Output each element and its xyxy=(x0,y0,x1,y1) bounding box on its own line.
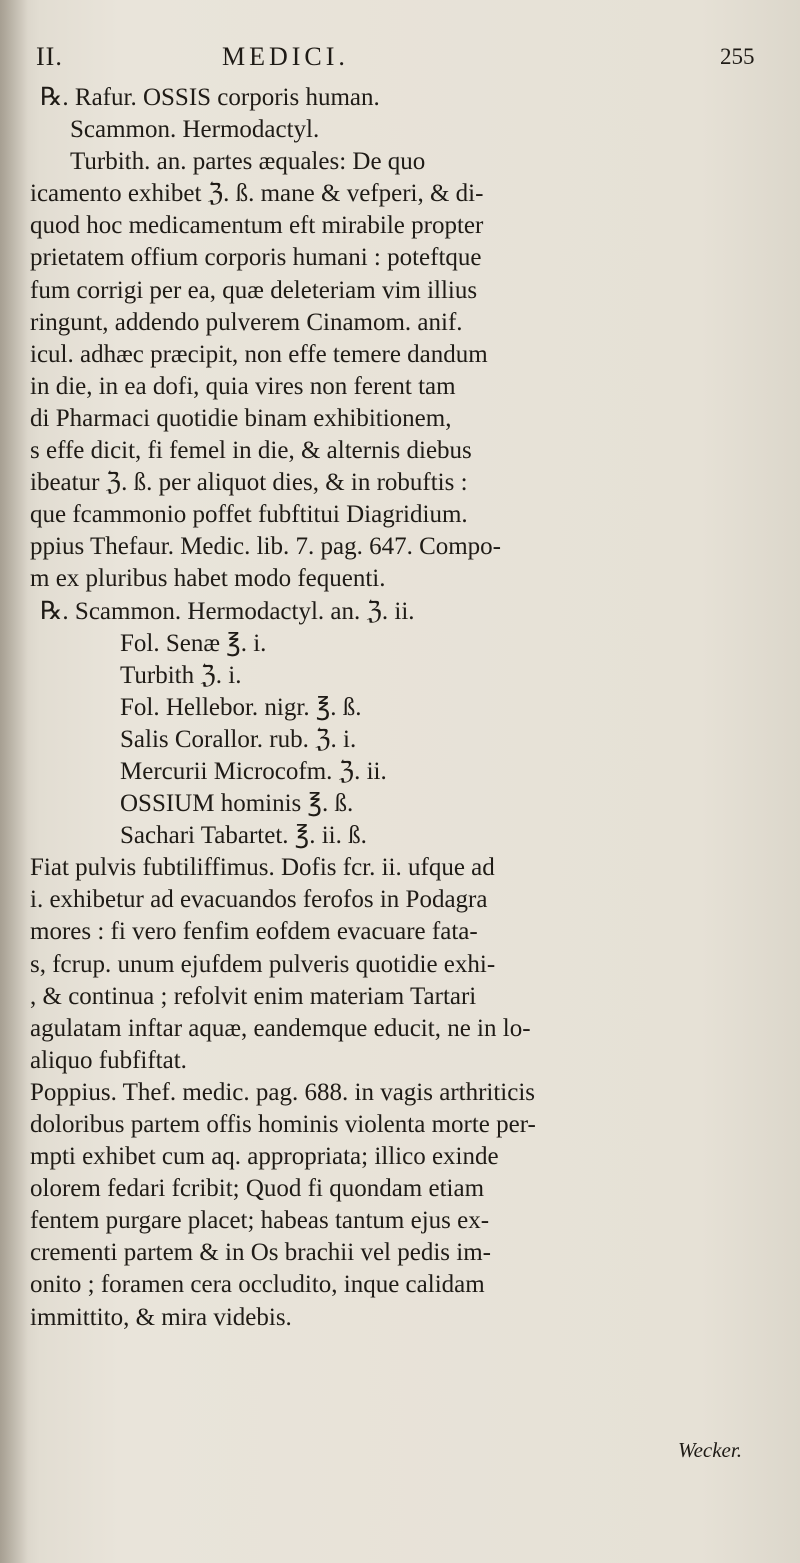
text-line: olorem fedari fcribit; Quod fi quondam etiam xyxy=(30,1175,485,1203)
text-line: fentem purgare placet; habeas tantum ejus ex- xyxy=(30,1207,490,1235)
text-line: Scammon. Hermodactyl. xyxy=(70,116,320,144)
text-line: di Pharmaci quotidie binam exhibitionem, xyxy=(30,404,452,432)
text-line: crementi partem & in Os brachii vel pedis im- xyxy=(30,1239,491,1267)
text-line: immittito, & mira videbis. xyxy=(30,1303,292,1331)
text-line: prietatem offium corporis humani : poteftque xyxy=(30,244,482,272)
ingredient-line: Turbith ℨ. i. xyxy=(120,661,242,689)
ingredient-line: OSSIUM hominis ℥. ß. xyxy=(120,790,354,818)
text-line: quod hoc medicamentum eft mirabile propter xyxy=(30,212,484,240)
ingredient-line: Fol. Senæ ℥. i. xyxy=(120,629,267,657)
text-line: s effe dicit, fi femel in die, & alternis diebus xyxy=(30,437,472,465)
text-line: mores : fi vero fenfim eofdem evacuare fata- xyxy=(30,918,478,946)
text-line: que fcammonio poffet fubftitui Diagridium. xyxy=(30,501,468,529)
text-line: ringunt, addendo pulverem Cinamom. anif. xyxy=(30,308,463,336)
text-line: icul. adhæc præcipit, non effe temere dandum xyxy=(30,340,488,368)
page-header xyxy=(0,42,800,82)
text-line: aliquo fubfiftat. xyxy=(30,1046,187,1074)
text-line: Fiat pulvis fubtiliffimus. Dofis fcr. ii. ufque ad xyxy=(30,854,495,882)
text-line: doloribus partem offis hominis violenta morte per- xyxy=(30,1111,536,1138)
text-line: ℞. Rafur. OSSIS corporis human. xyxy=(40,84,380,111)
text-line: agulatam inftar aquæ, eandemque educit, ne in lo- xyxy=(30,1014,531,1042)
text-line: onito ; foramen cera occludito, inque calidam xyxy=(30,1271,485,1299)
text-line: Turbith. an. partes æquales: De quo xyxy=(70,148,426,176)
text-line: mpti exhibet cum aq. appropriata; illico exinde xyxy=(30,1143,499,1171)
text-line: Poppius. Thef. medic. pag. 688. in vagis arthriticis xyxy=(30,1078,536,1106)
catchword: Wecker. xyxy=(678,1438,742,1462)
text-line: fum corrigi per ea, quæ deleteriam vim illius xyxy=(30,276,478,304)
page-text xyxy=(0,82,800,1334)
text-line: s, fcrup. unum ejufdem pulveris quotidie exhi- xyxy=(30,950,496,978)
ingredient-line: Sachari Tabartet. ℥. ii. ß. xyxy=(120,822,367,850)
running-title: MEDICI. xyxy=(222,42,349,71)
text-line: i. exhibetur ad evacuandos ferofos in Podagra xyxy=(30,886,488,914)
ingredient-line: Fol. Hellebor. nigr. ℥. ß. xyxy=(120,693,362,721)
text-line: m ex pluribus habet modo fequenti. xyxy=(30,565,386,593)
ingredient-line: Mercurii Microcofm. ℨ. ii. xyxy=(120,757,387,785)
recipe-heading: ℞. Scammon. Hermodactyl. an. ℨ. ii. xyxy=(40,597,415,625)
text-line: , & continua ; refolvit enim materiam Tartari xyxy=(30,982,477,1010)
ingredient-line: Salis Corallor. rub. ℨ. i. xyxy=(120,725,357,753)
page-number: 255 xyxy=(720,44,755,69)
text-line: in die, in ea dofi, quia vires non ferent tam xyxy=(30,372,456,400)
text-line: ppius Thefaur. Medic. lib. 7. pag. 647. Compo- xyxy=(30,533,502,561)
text-line: icamento exhibet ℨ. ß. mane & vefperi, & di- xyxy=(30,180,484,208)
text-line: ibeatur ℨ. ß. per aliquot dies, & in robuftis : xyxy=(30,469,468,497)
section-number: II. xyxy=(36,42,63,71)
